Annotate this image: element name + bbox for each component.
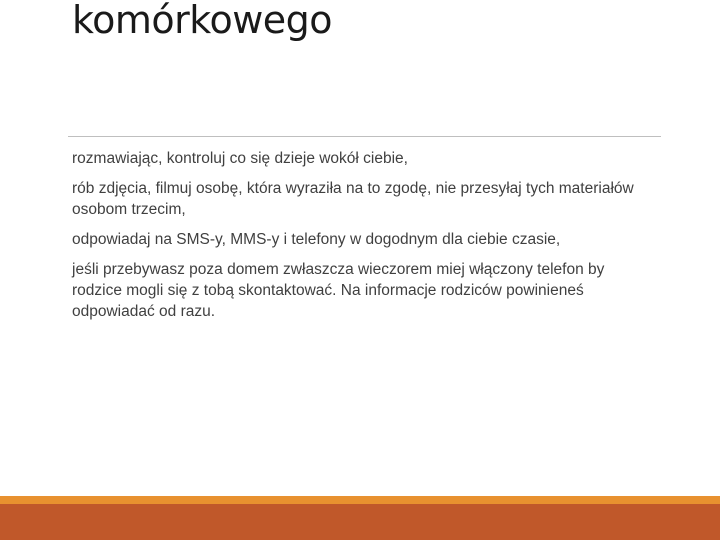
bullet-item: rób zdjęcia, filmuj osobę, która wyraziła na to zgodę, nie przesyłaj tych materiałów osobom trzecim, — [72, 180, 634, 218]
bullet-item: jeśli przebywasz poza domem zwłaszcza wieczorem miej włączony telefon by rodzice mogli się z tobą skontaktować. Na informacje rodziców powinieneś odpowiadać od razu. — [72, 261, 605, 320]
title-divider — [68, 136, 661, 137]
bullet-item: rozmawiając, kontroluj co się dzieje wokół ciebie, — [72, 150, 408, 167]
bullet-item: odpowiadaj na SMS-y, MMS-y i telefony w dogodnym dla ciebie czasie, — [72, 231, 561, 248]
footer-accent-stripe — [0, 496, 720, 504]
slide-title: komórkowego — [72, 0, 333, 42]
bullet-list — [72, 148, 657, 331]
